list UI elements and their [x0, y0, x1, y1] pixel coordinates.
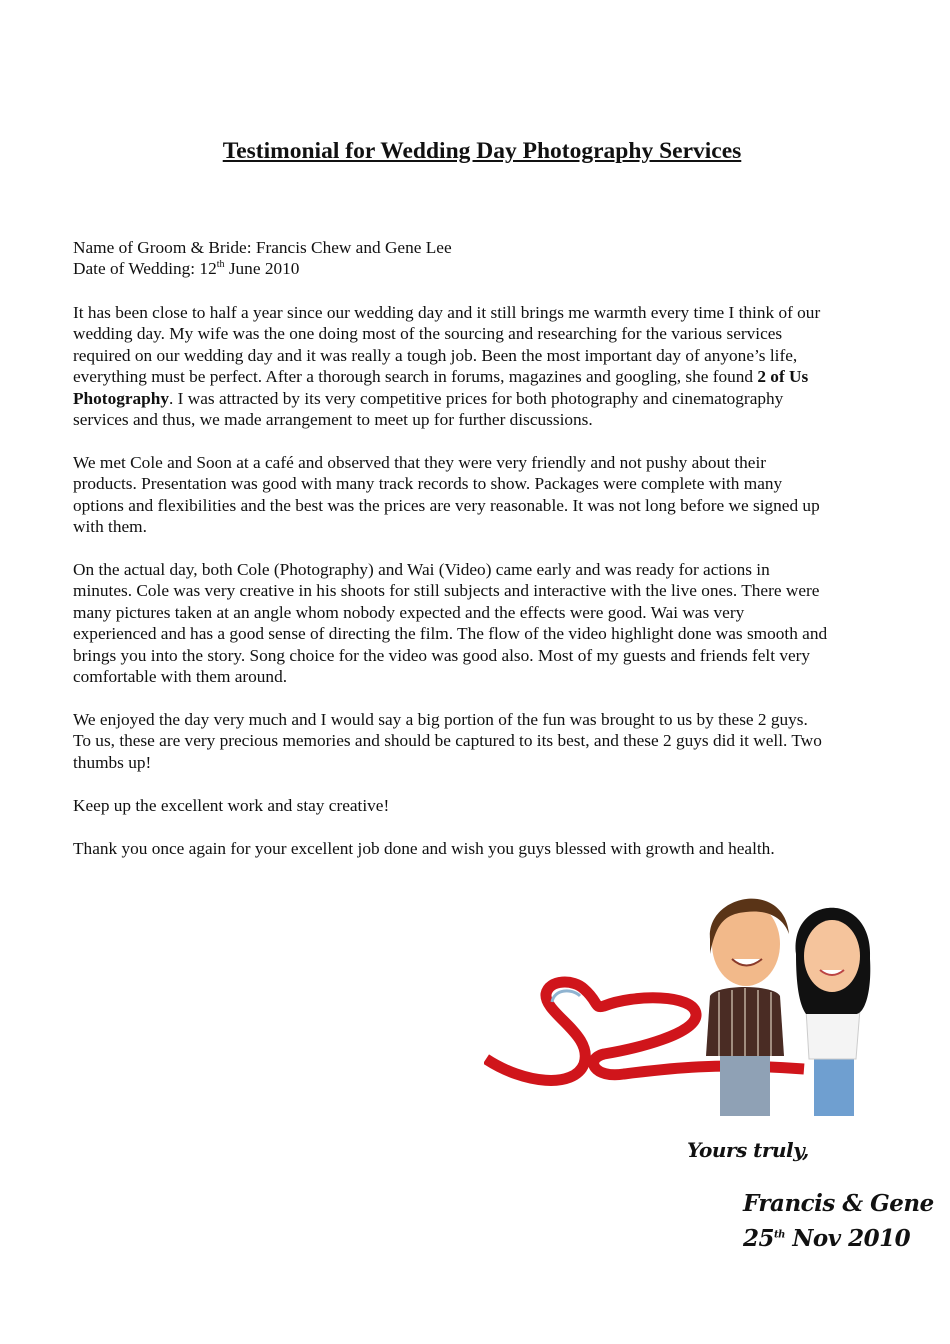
text-segment: required on our wedding day and it was really a tough job. Been the most important day of anyone’s life, — [73, 345, 798, 365]
closing-text: Yours truly, — [687, 1138, 809, 1162]
text-line — [73, 516, 820, 537]
text-segment: wedding day. My wife was the one doing most of the sourcing and researching for the various services — [73, 324, 783, 344]
text-segment: . I was attracted by its very competitive prices for both photography and cinematography — [169, 388, 784, 408]
text-line — [73, 645, 827, 666]
text-line — [73, 366, 820, 387]
wedding-date — [73, 258, 452, 279]
text-segment: experienced and has a good sense of directing the film. The flow of the video highlight done was smooth and — [73, 624, 828, 644]
text-segment: We met Cole and Soon at a café and observed that they were very friendly and not pushy about their — [73, 453, 766, 472]
wedding-date-suffix: th — [216, 259, 225, 271]
text-line — [73, 345, 820, 366]
text-line — [73, 388, 820, 409]
text-line — [73, 795, 389, 816]
signature-names: Francis & Gene — [743, 1190, 934, 1217]
bold-text: Photography — [73, 388, 170, 408]
text-line — [73, 495, 820, 516]
text-segment: Keep up the excellent work and stay creative! — [73, 796, 390, 815]
paragraph-5 — [73, 795, 389, 816]
text-line — [73, 559, 827, 580]
text-segment: To us, these are very precious memories and should be captured to its best, and these 2 guys did it well. Two — [73, 731, 822, 751]
text-line — [73, 709, 822, 730]
text-segment: We enjoyed the day very much and I would say a big portion of the fun was brought to us by these 2 guys. — [73, 710, 808, 729]
paragraph-3 — [73, 559, 827, 687]
text-segment: everything must be perfect. After a thorough search in forums, magazines and googling, she found — [73, 367, 758, 387]
groom-figure — [706, 899, 789, 1116]
bold-text: 2 of Us — [757, 367, 809, 387]
document-title: Testimonial for Wedding Day Photography Services — [222, 138, 742, 164]
paragraph-1 — [73, 302, 820, 430]
text-line — [73, 473, 820, 494]
text-line — [73, 752, 822, 773]
text-line — [73, 666, 827, 687]
text-line — [73, 838, 775, 859]
text-segment: It has been close to half a year since our wedding day and it still brings me warmth every time I think of our — [73, 303, 821, 322]
text-segment: Thank you once again for your excellent job done and wish you guys blessed with growth and health. — [73, 839, 775, 858]
text-segment: services and thus, we made arrangement to meet up for further discussions. — [73, 410, 593, 430]
paragraph-2 — [73, 452, 820, 538]
text-segment: with them. — [73, 517, 147, 537]
bride-figure — [796, 908, 871, 1116]
couple-names: Name of Groom & Bride: Francis Chew and Gene Lee — [73, 238, 452, 257]
wedding-date-rest: June 2010 — [224, 259, 300, 279]
wedding-details — [73, 237, 452, 280]
text-line — [73, 623, 827, 644]
text-segment: many pictures taken at an angle whom nobody expected and the effects were good. Wai was very — [73, 602, 745, 622]
text-line — [73, 409, 820, 430]
signature-date — [743, 1225, 910, 1252]
signature-date-day: 25 — [743, 1225, 775, 1252]
wedding-date-day: Date of Wedding: 12 — [73, 259, 217, 279]
text-line — [73, 730, 822, 751]
text-line — [73, 302, 820, 323]
text-segment: thumbs up! — [73, 752, 152, 772]
text-line — [73, 323, 820, 344]
text-segment: brings you into the story. Song choice for the video was good also. Most of my guests and friends felt very — [73, 645, 811, 665]
couple-illustration — [484, 884, 884, 1120]
text-segment: comfortable with them around. — [73, 667, 288, 687]
text-segment: options and flexibilities and the best was the prices are very reasonable. It was not long before we signed up — [73, 495, 820, 515]
paragraph-4 — [73, 709, 822, 773]
text-line — [73, 602, 827, 623]
text-segment: On the actual day, both Cole (Photography) and Wai (Video) came early and was ready for actions in — [73, 560, 770, 579]
signature-date-rest: Nov 2010 — [784, 1225, 911, 1252]
text-line — [73, 452, 820, 473]
paragraph-6 — [73, 838, 775, 859]
text-segment: minutes. Cole was very creative in his shoots for still subjects and interactive with the live ones. There were — [73, 581, 820, 601]
text-segment: products. Presentation was good with many track records to show. Packages were complete with many — [73, 474, 783, 494]
signature-date-suffix: th — [774, 1229, 785, 1241]
text-line — [73, 580, 827, 601]
